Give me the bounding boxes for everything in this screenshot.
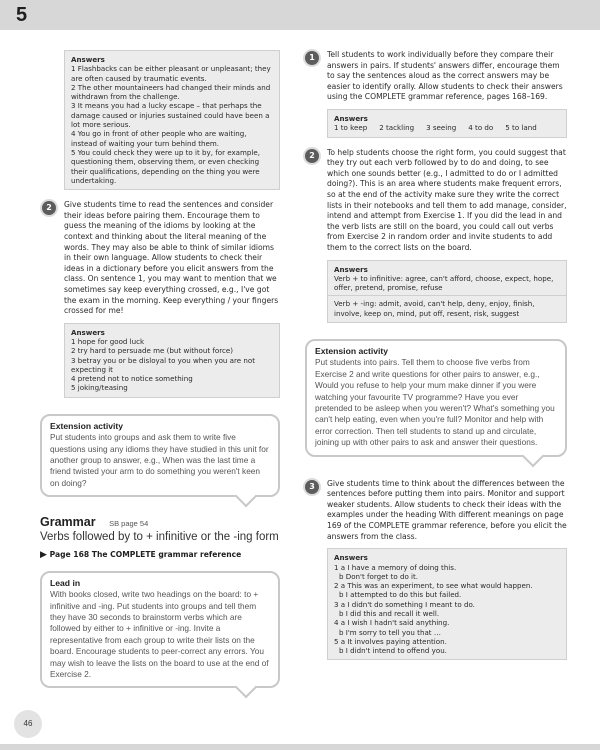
answer-item: 3 seeing [426,123,457,133]
answers-title: Answers [334,553,368,563]
answer-item: 5 to land [505,123,537,133]
answer-item: b I did this and recall it well. [339,608,440,618]
play-arrow-icon: ▶ [40,549,47,560]
answer-item: b Don't forget to do it. [339,571,419,581]
extension-title: Extension activity [50,420,124,431]
answer-item: 3 a I didn't do something I meant to do. [334,599,475,609]
answer-item: 5 joking/teasing [71,383,128,393]
step-number-badge: 2 [42,201,56,215]
footer-bar [0,744,600,750]
answer-line: Verb + -ing: admit, avoid, can't help, deny, enjoy, finish, involve, keep on, mind, put off, resent, risk, suggest [334,299,535,318]
lead-in-title: Lead in [50,577,81,588]
answer-line: Verb + to infinitive: agree, can't afford, choose, expect, hope, offer, pretend, promise, refuse [334,273,554,293]
answer-item: 2 tackling [379,123,415,133]
answer-item: 2 a This was an experiment, to see what would happen. [334,581,533,591]
answer-item: b I'm sorry to tell you that … [339,627,441,637]
extension-title: Extension activity [315,345,389,356]
extension-activity-box [40,414,280,497]
step-text: To help students choose the right form, you could suggest that they try out each verb followed by to do and doing, to see which one sounds better (e.g., I admitted to do or I admitted doing?). This is an area where students make frequent errors, so at the end of the activity make sure they write the correct lists in their notebooks and tell them to add manage, consider, intend and attempt from Exercise 1. If you did the lead in and the verb lists are still on the board, you could call out verbs from Exercise 2 in random order and invite students to add them to the correct lists on the board. [327,147,567,252]
divider [328,295,566,296]
step-text: Give students time to read the sentences and consider their ideas before pairing them. Encourage them to guess the meaning of the idioms by looking at the context and thinking about the literal meaning of the words. They may also be able to think of similar idioms in their own language. Allow students to check their ideas in a dictionary before you elicit answers from the class. On sentence 1, you may want to mention that we sometimes say keep everything crossed, e.g., I've got the exam in the morning. Keep everything / your fingers crossed for me! [64,200,279,316]
extension-activity-box [305,339,567,457]
answer-item: 3 It means you had a lucky escape – that perhaps the damage caused or injuries sustained could have been a lot more serious. [71,101,270,130]
unit-header-bar [0,0,600,30]
grammar-reference-text: Page 168 The COMPLETE grammar reference [49,549,242,559]
sb-page-ref: SB page 54 [109,519,149,529]
step-2-idioms [46,200,280,317]
answer-item: 4 to do [468,123,494,133]
answers-title: Answers [334,264,368,274]
answers-title: Answers [71,55,105,64]
answers-box-meanings [64,50,280,190]
answer-item: b I didn't intend to offend you. [339,646,447,656]
step-1-grammar [309,50,567,103]
answers-title: Answers [71,327,105,337]
answer-item: 2 The other mountaineers had changed their minds and withdrawn from the challenge. [71,82,271,102]
answer-item: 4 You go in front of other people who are waiting, instead of waiting your turn behind them. [71,129,247,148]
page-number: 46 [14,710,42,738]
answers-title: Answers [334,113,368,123]
answer-item: 3 betray you or be disloyal to you when you are not expecting it [71,355,256,374]
grammar-title: Grammar [40,515,96,530]
extension-text: Put students into groups and ask them to write five questions using any idioms they have studied in this unit for another group to answer, e.g., When was the last time a friend twisted your arm to do something you weren't keen on doing? [50,432,269,488]
step-text: Tell students to work individually before they compare their answers in pairs. If students' answers differ, encourage them to say the sentences aloud as the correct answers may be easier to identify orally. Allow students to check their answers using the COMPLETE grammar reference, pages 168–169. [327,50,563,102]
grammar-heading [40,517,280,529]
answers-box-idioms [64,323,280,398]
extension-text: Put students into pairs. Tell them to choose five verbs from Exercise 2 and write questions for other pairs to answer, e.g., Would you refuse to help your mum make dinner if you were watching your favourite TV programme? Have you ever pretended to be asleep when you weren't? What's something you can't help eating, even when you're full? Monitor and help with error correction. Then tell students to stand up and circulate, joining up with other pairs to ask and answer their questions. [315,357,555,448]
grammar-subtitle: Verbs followed by to + infinitive or the -ing form [40,530,279,543]
answers-box-verbs [327,109,567,138]
answer-item: 4 a I wish I hadn't said anything. [334,618,450,628]
step-text: Give students time to think about the differences between the sentences before putting them into pairs. Monitor and support weaker students. Allow students to check their ideas with the examples under the heading With different meanings on page 169 of the COMPLETE grammar reference, before you elicit the answers from the class. [327,478,567,541]
answers-box-verb-lists [327,260,567,323]
lead-in-box [40,571,280,689]
answer-item: 1 hope for good luck [71,336,145,346]
step-number-badge: 1 [305,51,319,65]
answer-item: 1 a I have a memory of doing this. [334,562,457,572]
left-column [40,50,280,688]
answer-item: 1 to keep [334,123,368,133]
answer-item: 5 a It involves paying attention. [334,636,447,646]
step-2-forms [309,147,567,254]
answer-item: 1 Flashbacks can be either pleasant or unpleasant; they are often caused by traumatic events. [71,64,271,83]
answer-item: 5 You could check they were up to it by, for example, questioning them, observing them, or even checking their qualifications, depending on the thing you were undertaking. [71,147,261,185]
grammar-section [40,517,280,561]
unit-number: 5 [16,4,28,26]
answers-box-meaning-pairs [327,548,567,660]
grammar-reference [40,549,280,561]
answer-item: b I attempted to do this but failed. [339,590,462,600]
answer-item: 4 pretend not to notice something [71,374,193,384]
step-number-badge: 3 [305,480,319,494]
answer-item: 2 try hard to persuade me (but without force) [71,346,234,356]
answer-row [334,123,560,132]
step-3-meanings [309,478,567,543]
right-column [305,50,567,660]
step-number-badge: 2 [305,149,319,163]
lead-in-text: With books closed, write two headings on the board: to + infinitive and -ing. Put students into groups and tell them they have 30 seconds to brainstorm verbs which are followed by either to + infinitive or -ing. Invite a representative from each group to write their lists on the board. Encourage students to peer-correct any errors. You may wish to leave the lists on the board to use at the end of Exercise 2. [50,589,269,680]
